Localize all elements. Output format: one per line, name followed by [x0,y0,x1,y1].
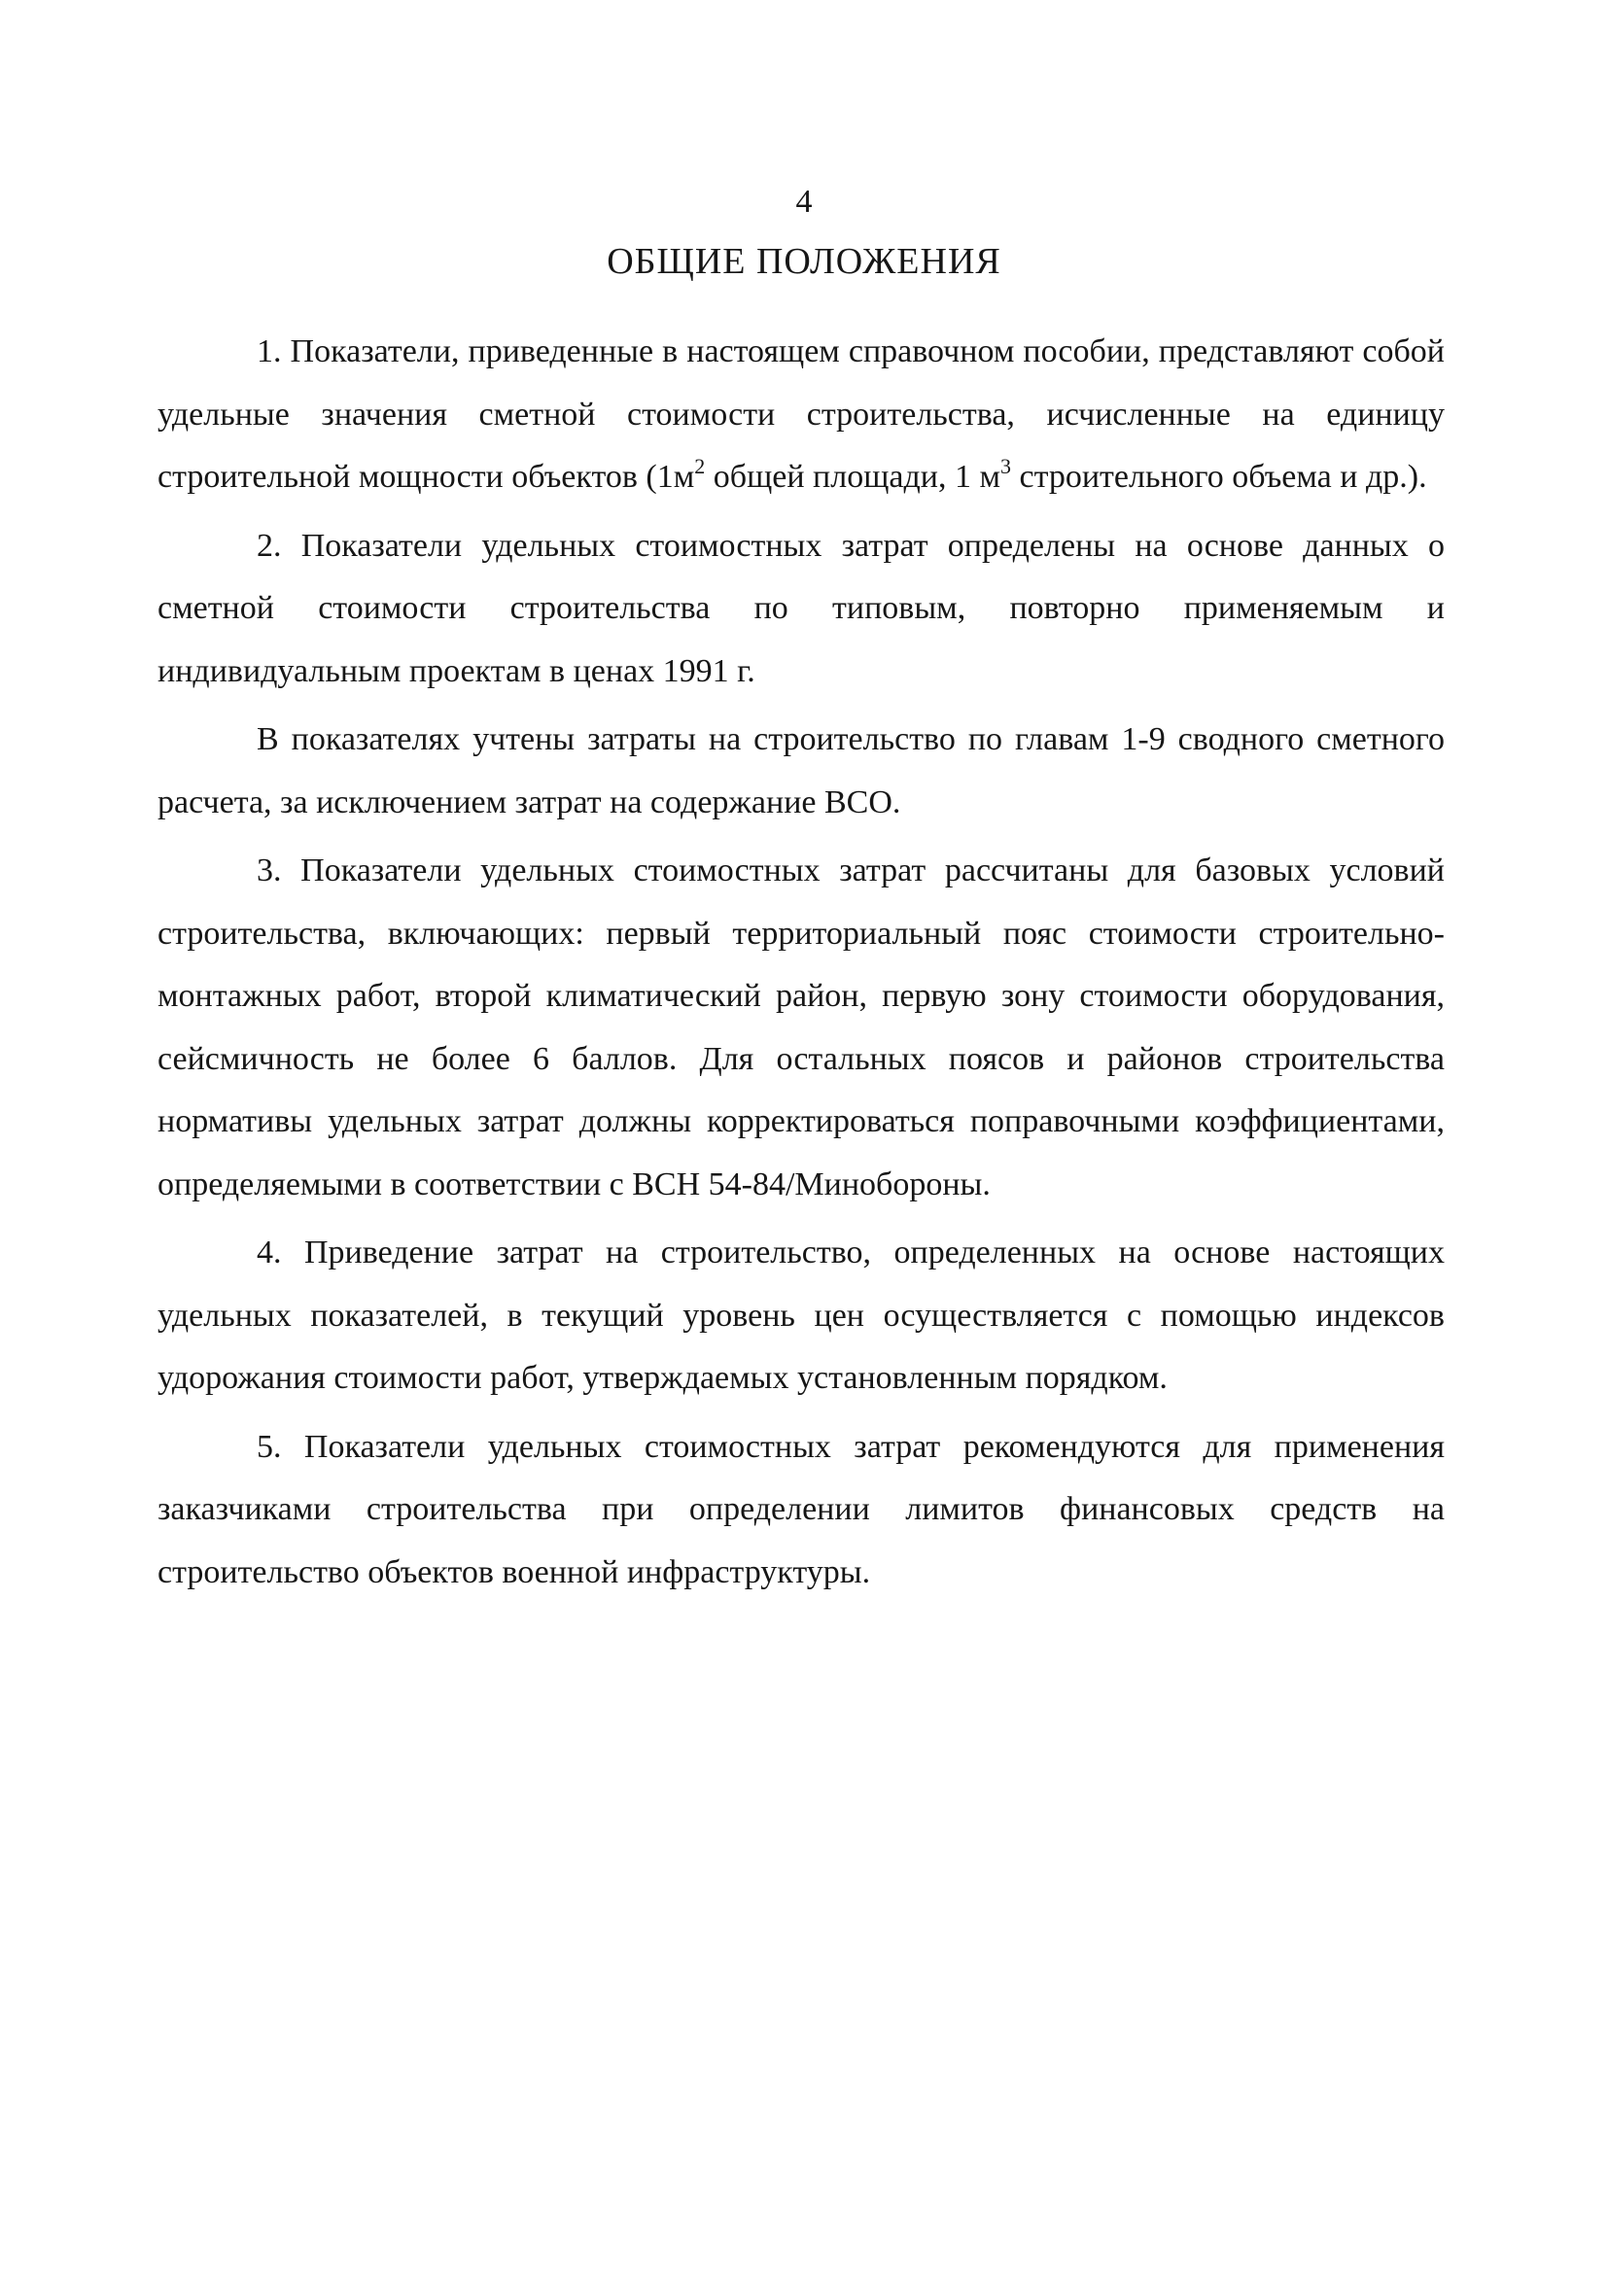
body-text [157,321,1445,1604]
paragraph-1: 1. Показатели, приведенные в настоящем справочном пособии, представляют собой удельные значения сметной стоимости строительства, исчисленные на единицу строительной мощности объектов ($1м^2$ общей площади, 1 $м^3$ строительного объема и др.). [157,333,1445,495]
paragraph-2-note: В показателях учтены затраты на строительство по главам 1-9 сводного сметного расчета, за исключением затрат на содержание ВСО. [157,721,1445,820]
paragraph-4: 4. Приведение затрат на строительство, определенных на основе настоящих удельных показателей, в текущий уровень цен осуществляется с помощью индексов удорожания стоимости работ, утверждаемых установленным порядком. [157,1235,1445,1396]
page-number: 4 [795,184,813,220]
section-title: ОБЩИЕ ПОЛОЖЕНИЯ [607,241,1001,282]
paragraph-2: 2. Показатели удельных стоимостных затрат определены на основе данных о сметной стоимости строительства по типовым, повторно применяемым и индивидуальным проектам в ценах 1991 г. [157,527,1445,689]
paragraph-3: 3. Показатели удельных стоимостных затрат рассчитаны для базовых условий строительства, включающих: первый территориальный пояс стоимости строительно-монтажных работ, второй климатический район, первую зону стоимости оборудования, сейсмичность не более 6 баллов. Для остальных поясов и районов строительства нормативы удельных затрат должны корректироваться поправочными коэффициентами, определяемыми в соответствии с ВСН 54-84/Минобороны. [157,852,1445,1202]
paragraph-5: 5. Показатели удельных стоимостных затрат рекомендуются для применения заказчиками строительства при определении лимитов финансовых средств на строительство объектов военной инфраструктуры. [157,1428,1445,1590]
